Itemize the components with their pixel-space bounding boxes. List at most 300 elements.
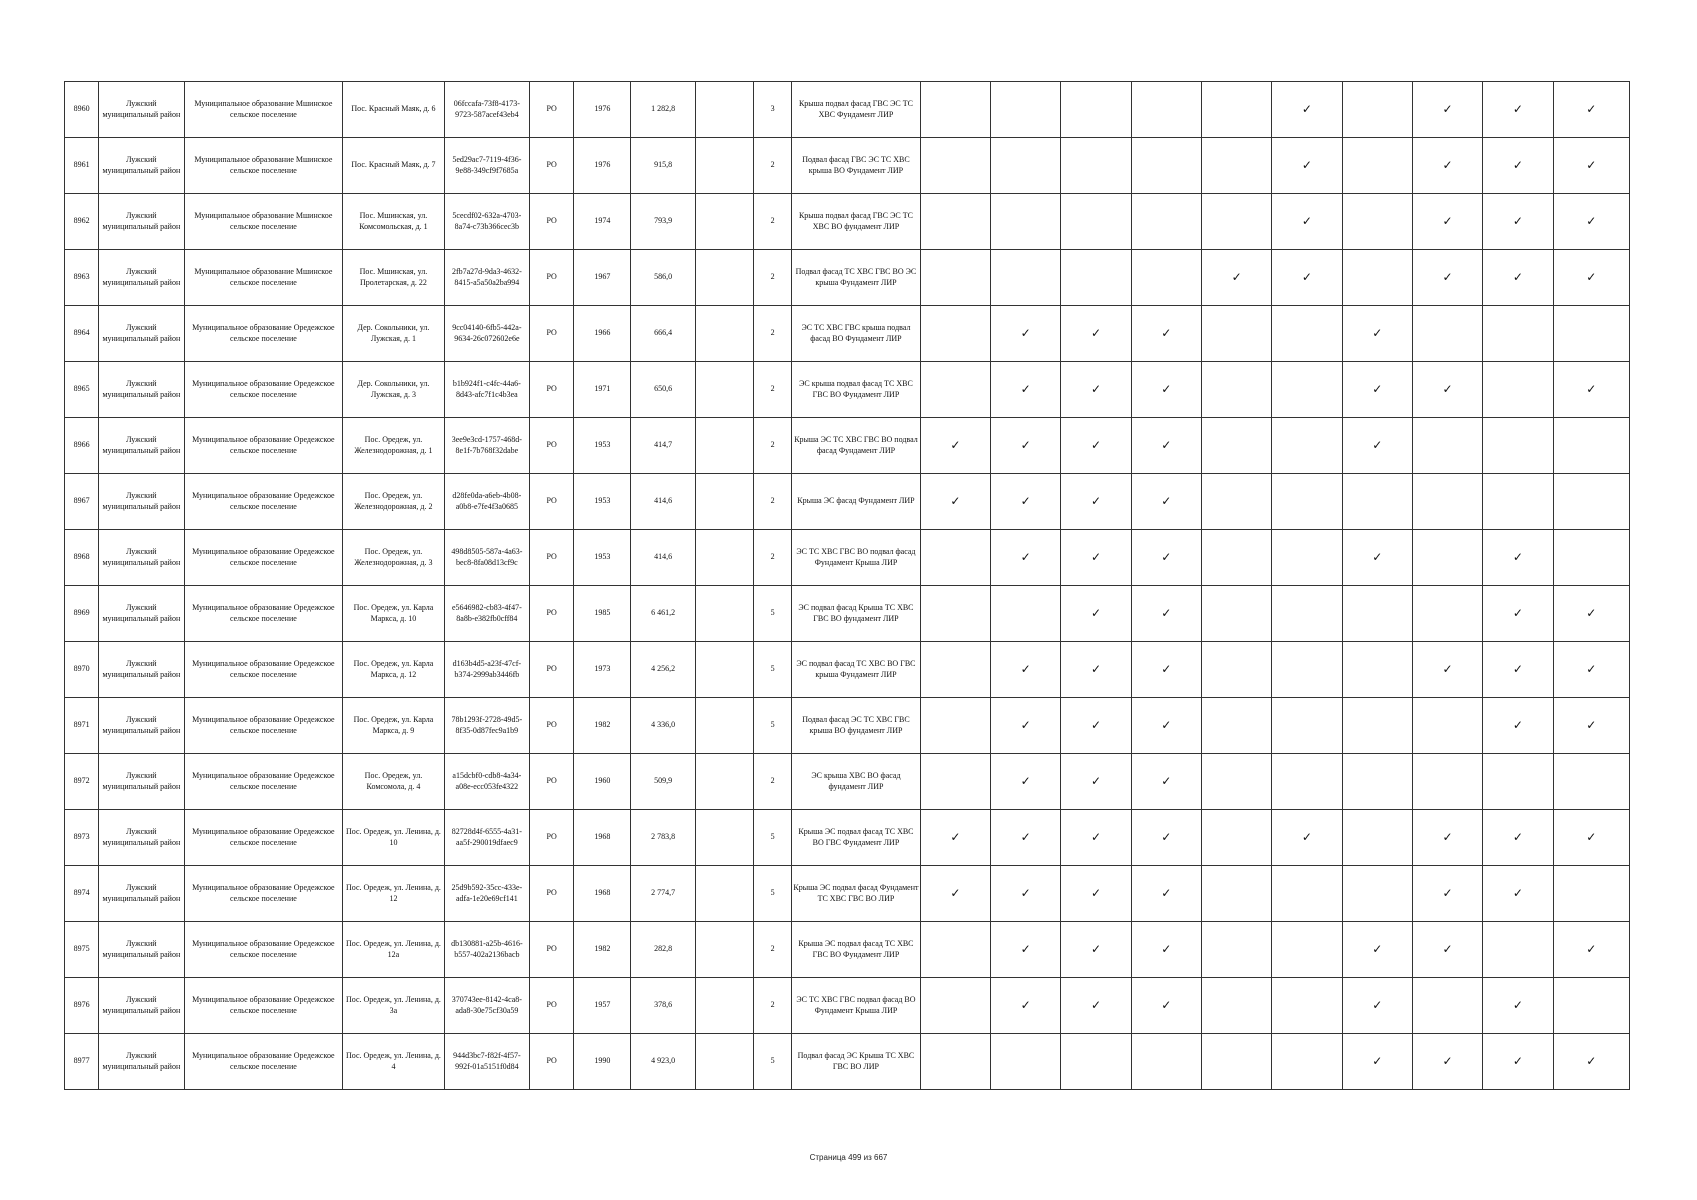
table-row [65, 586, 1630, 642]
floors-cell: 5 [754, 642, 792, 698]
extra-cell [695, 474, 753, 530]
record-number-cell: 8972 [65, 754, 99, 810]
floors-cell: 5 [754, 698, 792, 754]
check-mark-cell: ✓ [1483, 698, 1553, 754]
floors-cell: 2 [754, 474, 792, 530]
owner-type-cell: РО [530, 754, 574, 810]
check-mark-cell [920, 362, 990, 418]
owner-type-cell: РО [530, 586, 574, 642]
check-mark-cell [1553, 978, 1629, 1034]
municipality-cell: Муниципальное образование Оредежское сельское поселение [184, 1034, 343, 1090]
check-mark-cell: ✓ [1131, 418, 1201, 474]
check-mark-cell [920, 586, 990, 642]
year-built-cell: 1990 [574, 1034, 631, 1090]
check-mark-cell: ✓ [1061, 530, 1131, 586]
work-types-cell: Подвал фасад ЭС Крыша ТС ХВС ГВС ВО ЛИР [792, 1034, 921, 1090]
check-mark-cell: ✓ [1412, 82, 1482, 138]
house-guid-cell: 82728d4f-6555-4a31-aa5f-290019dfaec9 [444, 810, 529, 866]
check-mark-cell: ✓ [1412, 810, 1482, 866]
check-mark-cell: ✓ [1412, 1034, 1482, 1090]
check-mark-cell [1553, 418, 1629, 474]
check-mark-cell: ✓ [1131, 922, 1201, 978]
year-built-cell: 1968 [574, 866, 631, 922]
district-cell: Лужский муниципальный район [99, 866, 184, 922]
owner-type-cell: РО [530, 474, 574, 530]
check-mark-cell [1131, 138, 1201, 194]
year-built-cell: 1974 [574, 194, 631, 250]
record-number-cell: 8962 [65, 194, 99, 250]
check-mark-cell: ✓ [1553, 250, 1629, 306]
municipality-cell: Муниципальное образование Оредежское сельское поселение [184, 922, 343, 978]
table-row [65, 194, 1630, 250]
check-mark-cell: ✓ [1342, 922, 1412, 978]
extra-cell [695, 978, 753, 1034]
check-mark-cell: ✓ [1061, 698, 1131, 754]
check-mark-cell [920, 530, 990, 586]
check-mark-cell [1201, 978, 1271, 1034]
check-mark-cell [1272, 418, 1342, 474]
check-mark-cell [1342, 642, 1412, 698]
check-mark-cell [1201, 82, 1271, 138]
table-row [65, 250, 1630, 306]
check-mark-cell: ✓ [1272, 250, 1342, 306]
extra-cell [695, 82, 753, 138]
district-cell: Лужский муниципальный район [99, 306, 184, 362]
year-built-cell: 1957 [574, 978, 631, 1034]
extra-cell [695, 642, 753, 698]
work-types-cell: Крыша подвал фасад ГВС ЭС ТС ХВС ВО фундамент ЛИР [792, 194, 921, 250]
check-mark-cell [1412, 978, 1482, 1034]
owner-type-cell: РО [530, 978, 574, 1034]
check-mark-cell [1201, 642, 1271, 698]
check-mark-cell: ✓ [1553, 922, 1629, 978]
area-cell: 650,6 [631, 362, 695, 418]
check-mark-cell: ✓ [1342, 362, 1412, 418]
work-types-cell: Крыша ЭС ТС ХВС ГВС ВО подвал фасад Фундамент ЛИР [792, 418, 921, 474]
owner-type-cell: РО [530, 306, 574, 362]
check-mark-cell [1272, 642, 1342, 698]
address-cell: Пос. Оредеж, ул. Ленина, д. 4 [343, 1034, 444, 1090]
check-mark-cell: ✓ [991, 866, 1061, 922]
area-cell: 282,8 [631, 922, 695, 978]
check-mark-cell: ✓ [1131, 698, 1201, 754]
year-built-cell: 1976 [574, 138, 631, 194]
year-built-cell: 1973 [574, 642, 631, 698]
extra-cell [695, 866, 753, 922]
house-guid-cell: 3ee9e3cd-1757-468d-8e1f-7b768f32dabe [444, 418, 529, 474]
check-mark-cell: ✓ [1412, 866, 1482, 922]
check-mark-cell: ✓ [920, 474, 990, 530]
year-built-cell: 1982 [574, 922, 631, 978]
floors-cell: 2 [754, 418, 792, 474]
check-mark-cell [1201, 1034, 1271, 1090]
check-mark-cell [920, 642, 990, 698]
house-guid-cell: 25d9b592-35cc-433e-adfa-1e20e69cf141 [444, 866, 529, 922]
check-mark-cell: ✓ [1061, 642, 1131, 698]
district-cell: Лужский муниципальный район [99, 362, 184, 418]
check-mark-cell: ✓ [1553, 698, 1629, 754]
work-types-cell: Крыша ЭС подвал фасад Фундамент ТС ХВС ГВС ВО ЛИР [792, 866, 921, 922]
owner-type-cell: РО [530, 194, 574, 250]
extra-cell [695, 922, 753, 978]
floors-cell: 5 [754, 810, 792, 866]
extra-cell [695, 306, 753, 362]
extra-cell [695, 698, 753, 754]
area-cell: 586,0 [631, 250, 695, 306]
check-mark-cell [1483, 922, 1553, 978]
record-number-cell: 8966 [65, 418, 99, 474]
check-mark-cell: ✓ [991, 810, 1061, 866]
address-cell: Пос. Оредеж, ул. Железнодорожная, д. 1 [343, 418, 444, 474]
extra-cell [695, 418, 753, 474]
check-mark-cell: ✓ [1131, 866, 1201, 922]
check-mark-cell [1201, 138, 1271, 194]
check-mark-cell: ✓ [991, 306, 1061, 362]
house-guid-cell: d163b4d5-a23f-47cf-b374-2999ab3446fb [444, 642, 529, 698]
floors-cell: 2 [754, 194, 792, 250]
check-mark-cell: ✓ [1342, 530, 1412, 586]
record-number-cell: 8974 [65, 866, 99, 922]
district-cell: Лужский муниципальный район [99, 698, 184, 754]
check-mark-cell [1342, 138, 1412, 194]
check-mark-cell [991, 138, 1061, 194]
check-mark-cell [1342, 866, 1412, 922]
floors-cell: 5 [754, 866, 792, 922]
check-mark-cell: ✓ [1483, 642, 1553, 698]
municipality-cell: Муниципальное образование Оредежское сельское поселение [184, 866, 343, 922]
check-mark-cell: ✓ [1412, 922, 1482, 978]
year-built-cell: 1976 [574, 82, 631, 138]
district-cell: Лужский муниципальный район [99, 978, 184, 1034]
municipality-cell: Муниципальное образование Оредежское сельское поселение [184, 698, 343, 754]
address-cell: Пос. Красный Маяк, д. 6 [343, 82, 444, 138]
extra-cell [695, 586, 753, 642]
year-built-cell: 1953 [574, 530, 631, 586]
check-mark-cell: ✓ [920, 418, 990, 474]
check-mark-cell [920, 138, 990, 194]
check-mark-cell: ✓ [1272, 194, 1342, 250]
district-cell: Лужский муниципальный район [99, 474, 184, 530]
check-mark-cell [1553, 306, 1629, 362]
check-mark-cell [1553, 754, 1629, 810]
check-mark-cell: ✓ [1131, 810, 1201, 866]
address-cell: Пос. Мшинская, ул. Пролетарская, д. 22 [343, 250, 444, 306]
check-mark-cell [1272, 978, 1342, 1034]
municipality-cell: Муниципальное образование Оредежское сельское поселение [184, 978, 343, 1034]
record-number-cell: 8961 [65, 138, 99, 194]
floors-cell: 2 [754, 138, 792, 194]
floors-cell: 3 [754, 82, 792, 138]
check-mark-cell [991, 250, 1061, 306]
area-cell: 6 461,2 [631, 586, 695, 642]
district-cell: Лужский муниципальный район [99, 250, 184, 306]
check-mark-cell: ✓ [991, 922, 1061, 978]
check-mark-cell [920, 922, 990, 978]
check-mark-cell: ✓ [991, 474, 1061, 530]
floors-cell: 2 [754, 922, 792, 978]
check-mark-cell [1131, 250, 1201, 306]
floors-cell: 2 [754, 530, 792, 586]
check-mark-cell: ✓ [1342, 418, 1412, 474]
check-mark-cell [920, 698, 990, 754]
check-mark-cell: ✓ [1272, 810, 1342, 866]
check-mark-cell [1342, 698, 1412, 754]
check-mark-cell: ✓ [1061, 866, 1131, 922]
work-types-cell: Крыша ЭС подвал фасад ТС ХВС ВО ГВС Фундамент ЛИР [792, 810, 921, 866]
work-types-cell: ЭС ТС ХВС ГВС крыша подвал фасад ВО Фундамент ЛИР [792, 306, 921, 362]
district-cell: Лужский муниципальный район [99, 530, 184, 586]
check-mark-cell: ✓ [1061, 586, 1131, 642]
area-cell: 793,9 [631, 194, 695, 250]
check-mark-cell [1553, 530, 1629, 586]
house-guid-cell: 06fccafa-73f8-4173-9723-587acef43eb4 [444, 82, 529, 138]
owner-type-cell: РО [530, 82, 574, 138]
house-guid-cell: 370743ee-8142-4ca8-ada8-30e75cf30a59 [444, 978, 529, 1034]
check-mark-cell [1131, 194, 1201, 250]
year-built-cell: 1967 [574, 250, 631, 306]
record-number-cell: 8973 [65, 810, 99, 866]
check-mark-cell: ✓ [991, 698, 1061, 754]
check-mark-cell [1412, 306, 1482, 362]
work-types-cell: ЭС подвал фасад ТС ХВС ВО ГВС крыша Фундамент ЛИР [792, 642, 921, 698]
check-mark-cell [1201, 530, 1271, 586]
house-guid-cell: a15dcbf0-cdb8-4a34-a08e-ecc053fe4322 [444, 754, 529, 810]
check-mark-cell: ✓ [1131, 978, 1201, 1034]
area-cell: 2 774,7 [631, 866, 695, 922]
floors-cell: 5 [754, 586, 792, 642]
record-number-cell: 8971 [65, 698, 99, 754]
check-mark-cell [991, 1034, 1061, 1090]
municipality-cell: Муниципальное образование Мшинское сельское поселение [184, 82, 343, 138]
municipality-cell: Муниципальное образование Оредежское сельское поселение [184, 530, 343, 586]
district-cell: Лужский муниципальный район [99, 810, 184, 866]
table-row [65, 810, 1630, 866]
address-cell: Дер. Сокольники, ул. Лужская, д. 1 [343, 306, 444, 362]
check-mark-cell: ✓ [1483, 1034, 1553, 1090]
registry-body [65, 82, 1630, 1090]
municipality-cell: Муниципальное образование Мшинское сельское поселение [184, 138, 343, 194]
check-mark-cell [1342, 82, 1412, 138]
area-cell: 414,6 [631, 530, 695, 586]
address-cell: Пос. Мшинская, ул. Комсомольская, д. 1 [343, 194, 444, 250]
address-cell: Пос. Оредеж, ул. Железнодорожная, д. 3 [343, 530, 444, 586]
check-mark-cell [1061, 194, 1131, 250]
record-number-cell: 8964 [65, 306, 99, 362]
extra-cell [695, 138, 753, 194]
district-cell: Лужский муниципальный район [99, 418, 184, 474]
check-mark-cell [1342, 586, 1412, 642]
check-mark-cell: ✓ [1553, 194, 1629, 250]
house-guid-cell: db130881-a25b-4616-b557-402a2136bacb [444, 922, 529, 978]
check-mark-cell [1272, 362, 1342, 418]
owner-type-cell: РО [530, 530, 574, 586]
check-mark-cell: ✓ [1131, 642, 1201, 698]
year-built-cell: 1953 [574, 474, 631, 530]
check-mark-cell: ✓ [1061, 474, 1131, 530]
check-mark-cell: ✓ [1061, 978, 1131, 1034]
check-mark-cell [1412, 586, 1482, 642]
check-mark-cell: ✓ [1342, 978, 1412, 1034]
table-row [65, 1034, 1630, 1090]
address-cell: Пос. Оредеж, ул. Железнодорожная, д. 2 [343, 474, 444, 530]
house-guid-cell: b1b924f1-c4fc-44a6-8d43-afc7f1c4b3ea [444, 362, 529, 418]
check-mark-cell [920, 250, 990, 306]
address-cell: Пос. Красный Маяк, д. 7 [343, 138, 444, 194]
owner-type-cell: РО [530, 138, 574, 194]
check-mark-cell [1201, 866, 1271, 922]
check-mark-cell: ✓ [991, 754, 1061, 810]
check-mark-cell: ✓ [991, 418, 1061, 474]
check-mark-cell: ✓ [1412, 138, 1482, 194]
house-guid-cell: 498d8505-587a-4a63-bec8-8fa08d13cf9c [444, 530, 529, 586]
page-number: Страница 499 из 667 [809, 1153, 888, 1162]
check-mark-cell: ✓ [1412, 250, 1482, 306]
owner-type-cell: РО [530, 922, 574, 978]
address-cell: Пос. Оредеж, ул. Карла Маркса, д. 12 [343, 642, 444, 698]
table-row [65, 922, 1630, 978]
district-cell: Лужский муниципальный район [99, 194, 184, 250]
check-mark-cell: ✓ [1553, 138, 1629, 194]
house-guid-cell: d28fe0da-a6eb-4b08-a0b8-e7fe4f3a0685 [444, 474, 529, 530]
extra-cell [695, 194, 753, 250]
work-types-cell: Крыша ЭС фасад Фундамент ЛИР [792, 474, 921, 530]
record-number-cell: 8975 [65, 922, 99, 978]
check-mark-cell: ✓ [1412, 642, 1482, 698]
work-types-cell: Крыша ЭС подвал фасад ТС ХВС ГВС ВО Фундамент ЛИР [792, 922, 921, 978]
check-mark-cell: ✓ [1342, 306, 1412, 362]
check-mark-cell: ✓ [1131, 306, 1201, 362]
municipality-cell: Муниципальное образование Оредежское сельское поселение [184, 642, 343, 698]
check-mark-cell: ✓ [1412, 194, 1482, 250]
check-mark-cell [920, 754, 990, 810]
check-mark-cell: ✓ [1553, 82, 1629, 138]
check-mark-cell [1483, 362, 1553, 418]
house-guid-cell: 944d3bc7-f82f-4f57-992f-01a5151f0d84 [444, 1034, 529, 1090]
check-mark-cell [1272, 586, 1342, 642]
check-mark-cell [1131, 1034, 1201, 1090]
check-mark-cell [1061, 250, 1131, 306]
year-built-cell: 1971 [574, 362, 631, 418]
check-mark-cell: ✓ [1131, 530, 1201, 586]
check-mark-cell [1272, 530, 1342, 586]
check-mark-cell: ✓ [991, 978, 1061, 1034]
area-cell: 414,7 [631, 418, 695, 474]
address-cell: Пос. Оредеж, ул. Ленина, д. 12а [343, 922, 444, 978]
table-row [65, 866, 1630, 922]
floors-cell: 2 [754, 978, 792, 1034]
address-cell: Пос. Оредеж, ул. Комсомола, д. 4 [343, 754, 444, 810]
district-cell: Лужский муниципальный район [99, 586, 184, 642]
check-mark-cell [920, 978, 990, 1034]
check-mark-cell [920, 1034, 990, 1090]
check-mark-cell [1412, 530, 1482, 586]
check-mark-cell: ✓ [1483, 586, 1553, 642]
owner-type-cell: РО [530, 810, 574, 866]
check-mark-cell [1342, 810, 1412, 866]
municipality-cell: Муниципальное образование Оредежское сельское поселение [184, 418, 343, 474]
address-cell: Дер. Сокольники, ул. Лужская, д. 3 [343, 362, 444, 418]
check-mark-cell: ✓ [1272, 82, 1342, 138]
check-mark-cell [1342, 194, 1412, 250]
check-mark-cell [920, 306, 990, 362]
check-mark-cell [1201, 306, 1271, 362]
year-built-cell: 1953 [574, 418, 631, 474]
year-built-cell: 1960 [574, 754, 631, 810]
check-mark-cell [1412, 474, 1482, 530]
check-mark-cell [1201, 194, 1271, 250]
year-built-cell: 1968 [574, 810, 631, 866]
record-number-cell: 8960 [65, 82, 99, 138]
work-types-cell: Крыша подвал фасад ГВС ЭС ТС ХВС Фундамент ЛИР [792, 82, 921, 138]
check-mark-cell [991, 82, 1061, 138]
municipality-cell: Муниципальное образование Оредежское сельское поселение [184, 754, 343, 810]
check-mark-cell: ✓ [1483, 250, 1553, 306]
check-mark-cell: ✓ [991, 362, 1061, 418]
area-cell: 4 336,0 [631, 698, 695, 754]
check-mark-cell: ✓ [1061, 418, 1131, 474]
area-cell: 2 783,8 [631, 810, 695, 866]
district-cell: Лужский муниципальный район [99, 922, 184, 978]
check-mark-cell [1131, 82, 1201, 138]
table-row [65, 138, 1630, 194]
check-mark-cell: ✓ [1131, 586, 1201, 642]
check-mark-cell [1061, 138, 1131, 194]
check-mark-cell: ✓ [1483, 530, 1553, 586]
check-mark-cell [1201, 810, 1271, 866]
house-guid-cell: 78b1293f-2728-49d5-8f35-0d87fec9a1b9 [444, 698, 529, 754]
extra-cell [695, 810, 753, 866]
work-types-cell: ЭС ТС ХВС ГВС ВО подвал фасад Фундамент Крыша ЛИР [792, 530, 921, 586]
check-mark-cell [991, 194, 1061, 250]
check-mark-cell [1201, 922, 1271, 978]
check-mark-cell: ✓ [1201, 250, 1271, 306]
check-mark-cell [1342, 754, 1412, 810]
work-types-cell: ЭС подвал фасад Крыша ТС ХВС ГВС ВО фундамент ЛИР [792, 586, 921, 642]
district-cell: Лужский муниципальный район [99, 754, 184, 810]
check-mark-cell [1201, 754, 1271, 810]
area-cell: 414,6 [631, 474, 695, 530]
address-cell: Пос. Оредеж, ул. Карла Маркса, д. 10 [343, 586, 444, 642]
check-mark-cell [1272, 922, 1342, 978]
table-row [65, 306, 1630, 362]
floors-cell: 2 [754, 250, 792, 306]
check-mark-cell [1412, 698, 1482, 754]
check-mark-cell: ✓ [920, 810, 990, 866]
floors-cell: 2 [754, 362, 792, 418]
check-mark-cell [920, 82, 990, 138]
check-mark-cell: ✓ [1061, 362, 1131, 418]
check-mark-cell [991, 586, 1061, 642]
municipality-cell: Муниципальное образование Оредежское сельское поселение [184, 810, 343, 866]
address-cell: Пос. Оредеж, ул. Карла Маркса, д. 9 [343, 698, 444, 754]
housing-registry-table [64, 81, 1630, 1090]
extra-cell [695, 362, 753, 418]
check-mark-cell: ✓ [1483, 138, 1553, 194]
check-mark-cell: ✓ [1553, 1034, 1629, 1090]
check-mark-cell [1272, 698, 1342, 754]
check-mark-cell: ✓ [1553, 642, 1629, 698]
table-row [65, 754, 1630, 810]
table-row [65, 362, 1630, 418]
record-number-cell: 8963 [65, 250, 99, 306]
extra-cell [695, 250, 753, 306]
check-mark-cell [1412, 754, 1482, 810]
table-row [65, 418, 1630, 474]
check-mark-cell [1201, 418, 1271, 474]
check-mark-cell [1201, 474, 1271, 530]
year-built-cell: 1982 [574, 698, 631, 754]
work-types-cell: Подвал фасад ТС ХВС ГВС ВО ЭС крыша Фундамент ЛИР [792, 250, 921, 306]
